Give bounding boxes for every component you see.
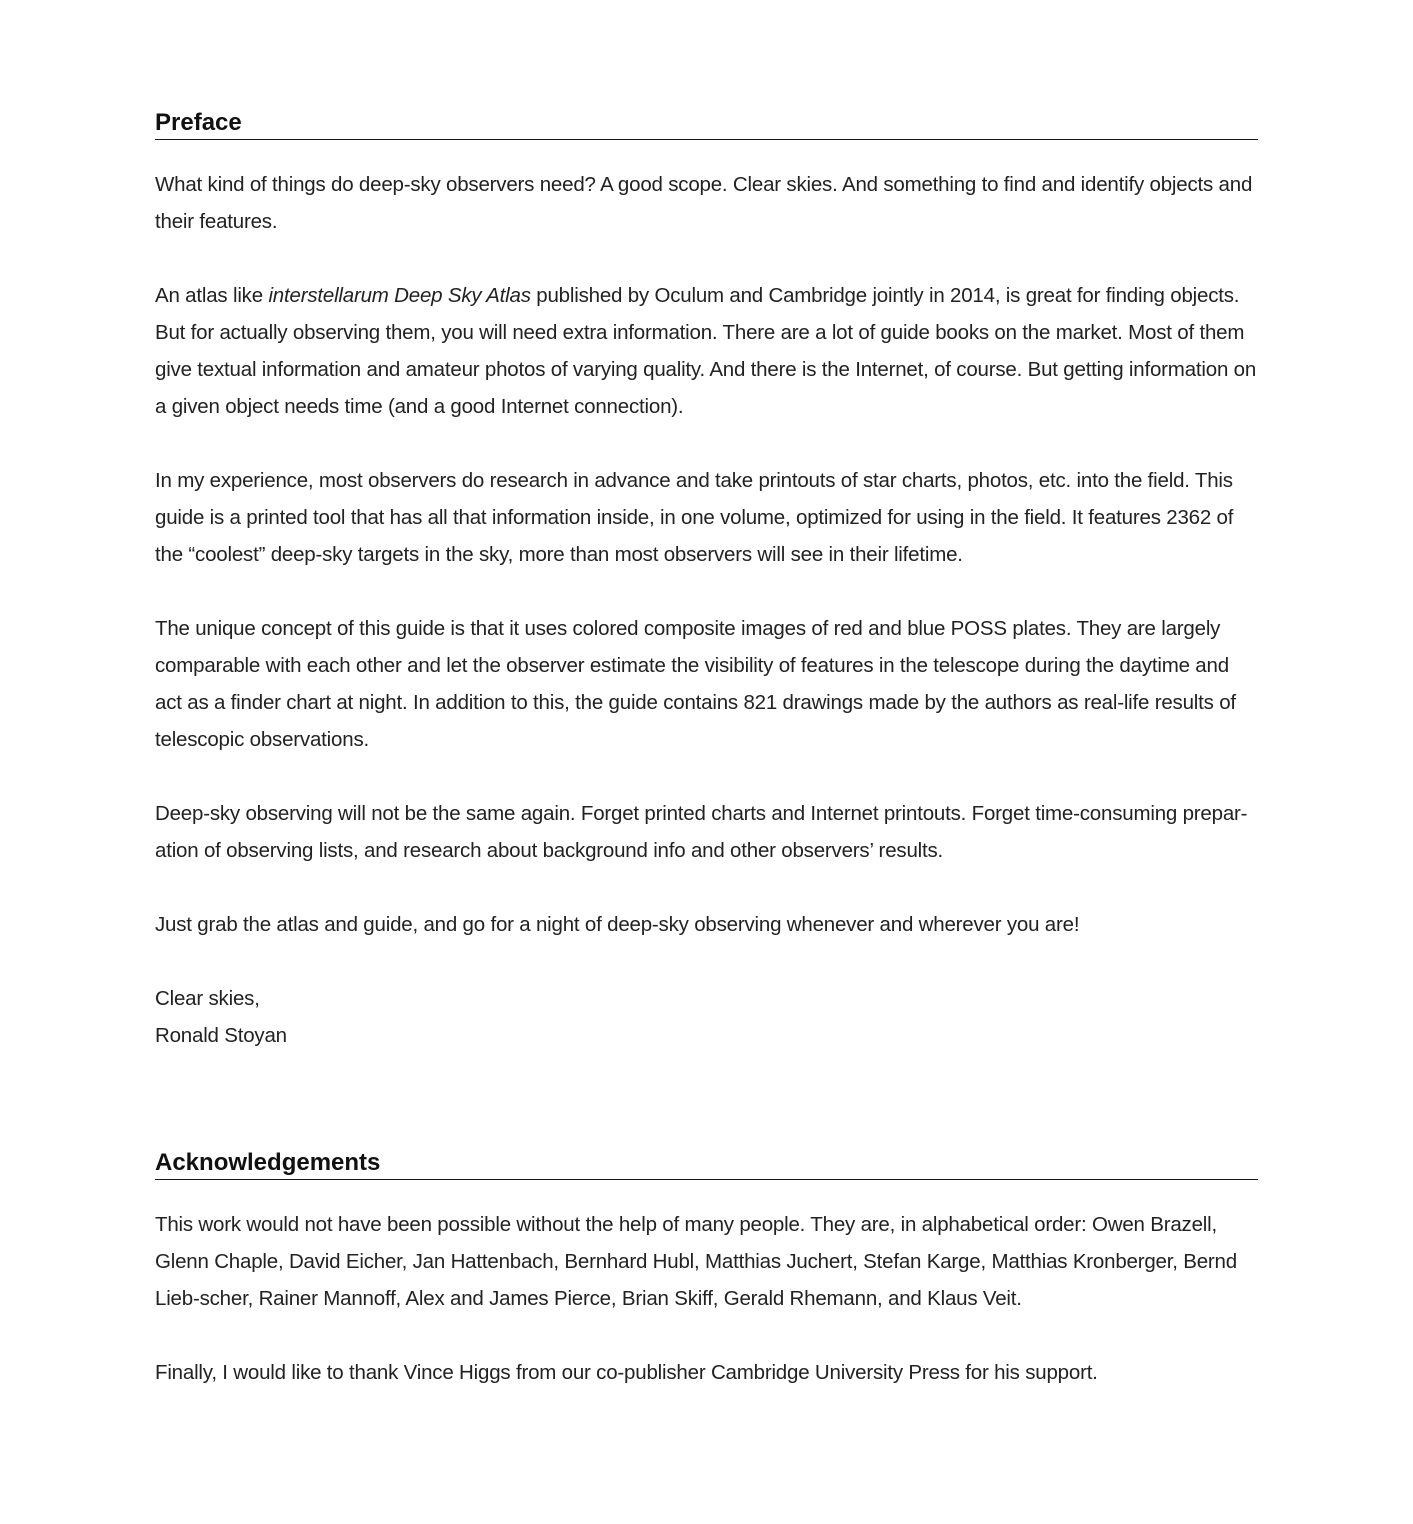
author-signature: Ronald Stoyan xyxy=(155,1024,287,1047)
acknowledgements-paragraph-1: This work would not have been possible without the help of many people. They are, in alphabetical order: Owen Brazell, Glenn Chaple, David Eicher, Jan Hattenbach, Bernhard Hubl, Matthias Juchert, Stefan Karge, Matthias Kronberger, Bernd Lieb-scher, Rainer Mannoff, Alex and James Pierce, Brian Skiff, Gerald Rhemann, and Klaus Veit. xyxy=(155,1213,1237,1310)
preface-paragraph-2-lead: An atlas like xyxy=(155,284,269,307)
atlas-title: interstellarum Deep Sky Atlas xyxy=(268,284,531,307)
preface-paragraph-3: In my experience, most observers do research in advance and take printouts of star charts, photos, etc. into the field. This guide is a printed tool that has all that information inside, in one volume, optimized for using in the field. It features 2362 of the “coolest” deep-sky targets in the sky, more than most observers will see in their lifetime. xyxy=(155,469,1234,566)
preface-paragraph-1: What kind of things do deep-sky observers need? A good scope. Clear skies. And something to find and identify objects and their features. xyxy=(155,173,1253,233)
acknowledgements-heading: Acknowledgements xyxy=(155,1148,1258,1180)
preface-paragraph-4: The unique concept of this guide is that it uses colored composite images of red and blue POSS plates. They are largely comparable with each other and let the observer estimate the visibility of features in the telescope during the daytime and act as a finder chart at night. In addition to this, the guide contains 821 drawings made by the authors as real-life results of telescopic observations. xyxy=(155,617,1236,751)
preface-paragraph-2-rest: published by Oculum and Cambridge jointly in 2014, is great for finding objects. But for actually observing them, you will need extra information. There are a lot of guide books on the market. Most of them give textual information and amateur photos of varying quality. And there is the Internet, of course. But getting information on a given object needs time (and a good Internet connection). xyxy=(155,284,1257,418)
acknowledgements-paragraph-2: Finally, I would like to thank Vince Higgs from our co-publisher Cambridge University Press for his support. xyxy=(155,1361,1098,1384)
preface-paragraph-6: Just grab the atlas and guide, and go for a night of deep-sky observing whenever and wherever you are! xyxy=(155,913,1080,936)
document-page xyxy=(155,108,1258,1391)
preface-paragraph-5: Deep-sky observing will not be the same again. Forget printed charts and Internet printouts. Forget time-consuming prepar-ation of observing lists, and research about background info and other observers’ results. xyxy=(155,802,1248,862)
preface-paragraph-2 xyxy=(155,277,1258,425)
closing-line: Clear skies, xyxy=(155,987,260,1010)
preface-heading: Preface xyxy=(155,108,1258,140)
